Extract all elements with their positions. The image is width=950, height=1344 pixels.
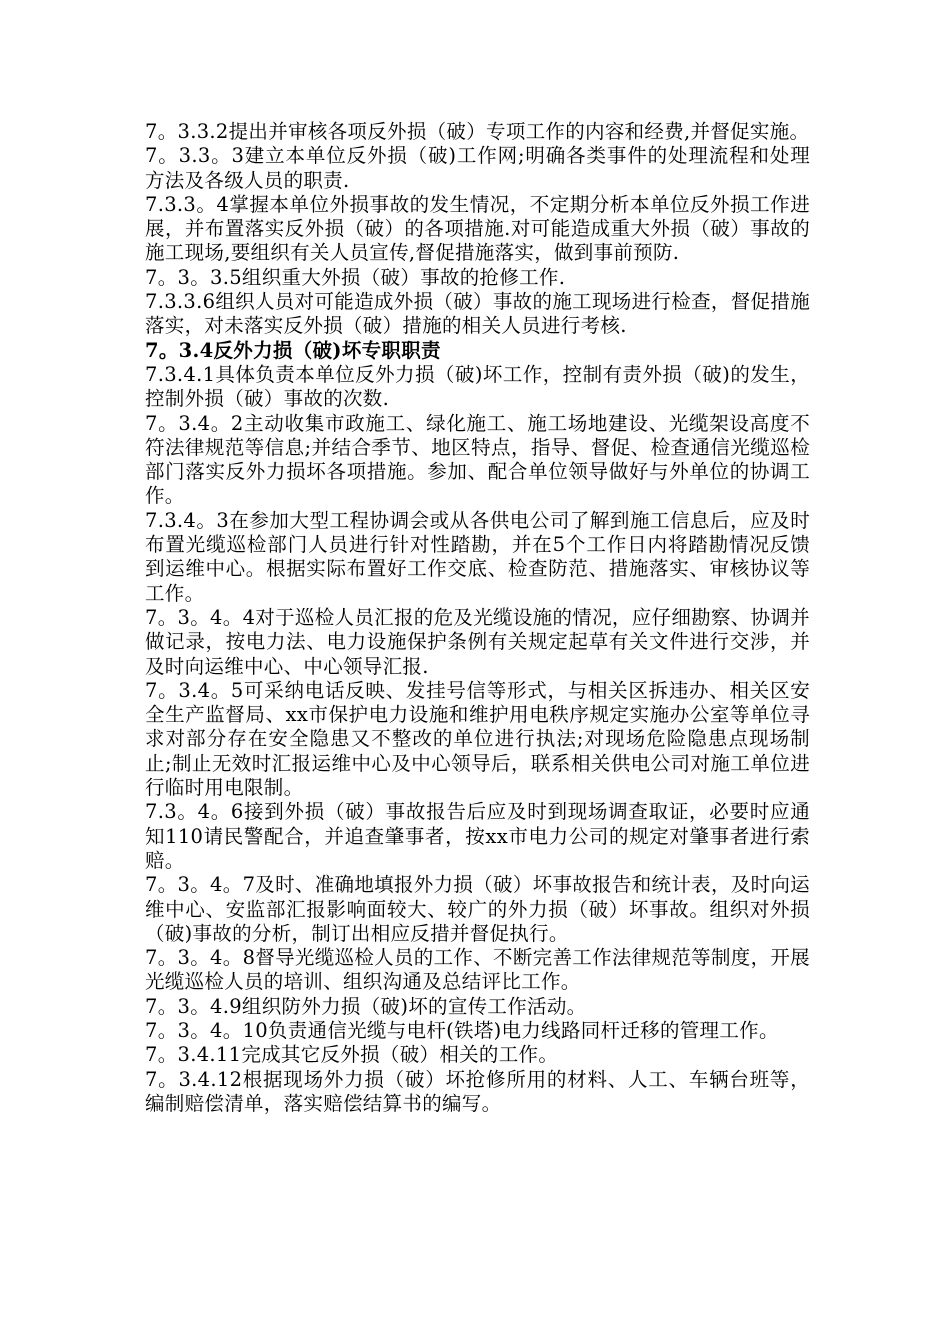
paragraph-7-3-4-11: 7。3.4.11完成其它反外损（破）相关的工作。 — [145, 1043, 559, 1067]
paragraph-7-3-4-7: 7。3。4。7及时、准确地填报外力损（破）坏事故报告和统计表，及时向运维中心、安监部汇报影响面较大、较广的外力损（破）坏事故。组织对外损（破)事故的分析，制订出相应反措并督促执行。 — [145, 873, 810, 945]
paragraph-7-3-4-4: 7。3。4。4对于巡检人员汇报的危及光缆设施的情况，应仔细勘察、协调并做记录，按电力法、电力设施保护条例有关规定起草有关文件进行交涉，并及时向运维中心、中心领导汇报. — [145, 605, 810, 678]
paragraph-7-3-4-2: 7。3.4。2主动收集市政施工、绿化施工、施工场地建设、光缆架设高度不符法律规范等信息;并结合季节、地区特点，指导、督促、检查通信光缆巡检部门落实反外力损坏各项措施。参加、配合单位领导做好与外单位的协调工作。 — [145, 411, 810, 508]
paragraph-7-3-3-6: 7.3.3.6组织人员对可能造成外损（破）事故的施工现场进行检查，督促措施落实，对未落实反外损（破）措施的相关人员进行考核. — [145, 290, 810, 338]
paragraph-7-3-4-1: 7.3.4.1具体负责本单位反外力损（破)坏工作，控制有责外损（破)的发生，控制外损（破）事故的次数. — [145, 362, 810, 411]
paragraph-7-3-3-4: 7.3.3。4掌握本单位外损事故的发生情况，不定期分析本单位反外损工作进展，并布置落实反外损（破）的各项措施.对可能造成重大外损（破）事故的施工现场,要组织有关人员宣传,督促措施落实，做到事前预防. — [145, 192, 810, 265]
paragraph-7-3-4-10: 7。3。4。10负责通信光缆与电杆(铁塔)电力线路同杆迁移的管理工作。 — [145, 1018, 779, 1042]
paragraph-7-3-4-5: 7。3.4。5可采纳电话反映、发挂号信等形式，与相关区拆违办、相关区安全生产监督局、xx市保护电力设施和维护用电秩序规定实施办公室等单位寻求对部分存在安全隐患又不整改的单位进行执法;对现场危险隐患点现场制止;制止无效时汇报运维中心及中心领导后，联系相关供电公司对施工单位进行临时用电限制。 — [145, 678, 810, 800]
paragraph-7-3-4-9: 7。3。4.9组织防外力损（破)坏的宣传工作活动。 — [145, 994, 587, 1018]
paragraph-7-3-3-3: 7。3.3。3建立本单位反外损（破)工作网;明确各类事件的处理流程和处理方法及各级人员的职责. — [145, 144, 810, 192]
paragraph-7-3-3-2: 7。3.3.2提出并审核各项反外损（破）专项工作的内容和经费,并督促实施。 — [145, 120, 810, 143]
paragraph-7-3-4-3: 7.3.4。3在参加大型工程协调会或从各供电公司了解到施工信息后，应及时布置光缆巡检部门人员进行针对性踏勘，并在5个工作日内将踏勘情况反馈到运维中心。根据实际布置好工作交底、检查防范、措施落实、审核协议等工作。 — [145, 508, 810, 605]
section-heading-7-3-4: 7。3.4反外力损（破)坏专职职责 — [145, 338, 441, 362]
paragraph-7-3-3-5: 7。3。3.5组织重大外损（破）事故的抢修工作. — [145, 265, 566, 289]
paragraph-7-3-4-8: 7。3。4。8督导光缆巡检人员的工作、不断完善工作法律规范等制度，开展光缆巡检人员的培训、组织沟通及总结评比工作。 — [145, 946, 810, 994]
paragraph-7-3-4-12: 7。3.4.12根据现场外力损（破）坏抢修所用的材料、人工、车辆台班等，编制赔偿清单，落实赔偿结算书的编写。 — [145, 1067, 810, 1115]
paragraph-7-3-4-6: 7.3。4。6接到外损（破）事故报告后应及时到现场调查取证，必要时应通知110请民警配合，并追查肇事者，按xx市电力公司的规定对肇事者进行索赔。 — [145, 800, 810, 872]
document-body — [145, 120, 810, 1116]
